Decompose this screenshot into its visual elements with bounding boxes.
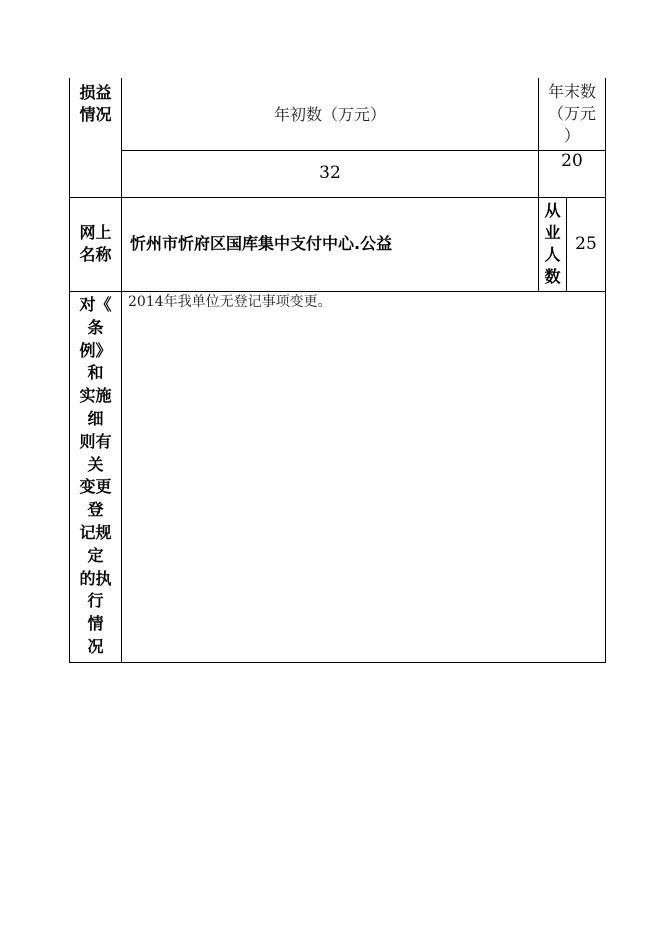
execution-label-line: 登 — [87, 500, 104, 520]
staff-count-value: 25 — [575, 234, 597, 254]
regulation-execution-label — [70, 294, 121, 659]
execution-label-line: 记规 — [79, 522, 112, 542]
regulation-execution-content: 2014年我单位无登记事项变更。 — [128, 294, 332, 310]
staff-count-label-char4: 数 — [544, 267, 561, 286]
execution-label-line: 况 — [87, 636, 104, 656]
execution-label-line: 关 — [87, 454, 104, 474]
staff-count-label — [539, 200, 566, 288]
online-name-value: 忻州市忻府区国库集中支付中心.公益 — [130, 234, 393, 253]
execution-label-line: 行 — [87, 591, 104, 611]
table-border-bottom — [69, 662, 606, 663]
execution-label-line: 条 — [87, 317, 104, 337]
online-name-label — [70, 222, 121, 266]
staff-count-label-char2: 业 — [544, 223, 561, 242]
execution-label-line: 对《 — [79, 295, 112, 314]
execution-label-line: 实施 — [79, 386, 112, 406]
execution-label-line: 定 — [87, 545, 104, 565]
execution-label-line: 则有 — [79, 431, 112, 451]
online-name-label-line1: 网上 — [79, 223, 112, 242]
execution-label-line: 的执 — [79, 568, 112, 588]
profit-subrow-divider — [121, 150, 606, 151]
beginning-amount-value: 32 — [319, 163, 341, 183]
execution-label-line: 情 — [87, 614, 104, 634]
table-border-right — [605, 78, 606, 663]
end-amount-value: 20 — [561, 151, 583, 171]
profit-loss-label-line2: 情况 — [79, 105, 112, 124]
beginning-amount-header: 年初数（万元） — [273, 105, 386, 124]
online-name-label-line2: 名称 — [79, 245, 112, 264]
execution-label-line: 和 — [87, 363, 104, 383]
end-amount-header-line1: 年末数 — [547, 82, 596, 101]
end-amount-header-line3: ） — [563, 126, 580, 145]
execution-label-line: 例》 — [79, 340, 112, 360]
staff-count-label-char3: 人 — [544, 245, 561, 264]
execution-label-line: 细 — [87, 408, 104, 428]
profit-loss-label-line1: 损益 — [79, 83, 112, 102]
profit-loss-label — [70, 82, 121, 126]
row-divider-1 — [69, 197, 606, 198]
execution-label-line: 变更 — [79, 477, 112, 497]
end-amount-header-line2: （万元 — [547, 104, 596, 123]
staff-count-label-char1: 从 — [544, 201, 561, 220]
end-amount-header — [539, 81, 605, 147]
